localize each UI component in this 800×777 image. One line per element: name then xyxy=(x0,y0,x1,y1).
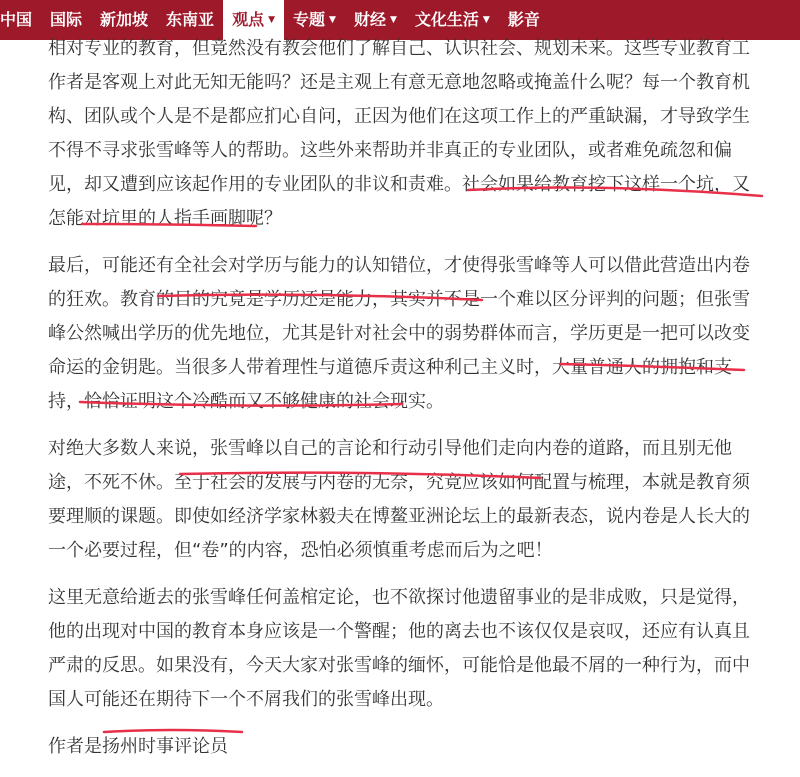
text-line: 怎能对坑里的人指手画脚呢？ xyxy=(48,208,282,229)
article-paragraph xyxy=(48,32,776,236)
text-line: 他的出现对中国的教育本身应该是一个警醒；他的离去也不该仅仅是哀叹，还应有认真且 xyxy=(48,621,750,642)
article-paragraph xyxy=(48,249,776,419)
text-line: 命运的金钥匙。当很多人带着理性与道德斥责这种利己主义时，大量普通人的拥抱和支 xyxy=(48,357,732,378)
article-paragraph xyxy=(48,432,776,568)
nav-item-label: 文化生活 xyxy=(414,10,479,29)
nav-item-label: 影音 xyxy=(507,10,540,29)
text-line: 要理顺的课题。即使如经济学家林毅夫在博鳌亚洲论坛上的最新表态，说内卷是人长大的 xyxy=(48,506,750,527)
nav-item-china[interactable] xyxy=(0,0,41,40)
text-line: 最后，可能还有全社会对学历与能力的认知错位，才使得张雪峰等人可以借此营造出内卷 xyxy=(48,255,750,276)
article-paragraph-author xyxy=(48,730,776,764)
nav-item-label: 中国 xyxy=(0,10,33,29)
nav-item-label: 专题 xyxy=(293,10,326,29)
text-line: 构、团队或个人是不是都应扪心自问，正因为他们在这项工作上的严重缺漏，才导致学生 xyxy=(48,106,750,127)
article-body xyxy=(48,40,776,777)
caret-down-icon: ▼ xyxy=(389,15,397,25)
text-line: 作者是客观上对此无知无能吗？还是主观上有意无意地忽略或掩盖什么呢？每一个教育机 xyxy=(48,72,750,93)
nav-item-label: 新加坡 xyxy=(100,10,149,29)
text-line: 持，恰恰证明这个冷酷而又不够健康的社会现实。 xyxy=(48,391,444,412)
text-line: 不得不寻求张雪峰等人的帮助。这些外来帮助并非真正的专业团队，或者难免疏忽和偏 xyxy=(48,140,732,161)
text-line: 严肃的反思。如果没有，今天大家对张雪峰的缅怀，可能恰是他最不屑的一种行为，而中 xyxy=(48,655,750,676)
author-line: 作者是扬州时事评论员 xyxy=(48,736,228,757)
nav-item-label: 东南亚 xyxy=(166,10,215,29)
text-line: 见，却又遭到应该起作用的专业团队的非议和责难。社会如果给教育挖下这样一个坑，又 xyxy=(48,174,750,195)
caret-down-icon: ▼ xyxy=(268,15,275,25)
text-line: 峰公然喊出学历的优先地位，尤其是针对社会中的弱势群体而言，学历更是一把可以改变 xyxy=(48,323,750,344)
caret-down-icon: ▼ xyxy=(482,15,490,25)
nav-item-label: 观点 xyxy=(232,10,265,29)
nav-item-label: 财经 xyxy=(353,10,386,29)
caret-down-icon: ▼ xyxy=(329,15,336,25)
nav-item-label: 国际 xyxy=(50,10,83,29)
text-line: 相对专业的教育，但竟然没有教会他们了解自己、认识社会、规划未来。这些专业教育工 xyxy=(48,38,750,59)
text-line: 途，不死不休。至于社会的发展与内卷的无奈，究竟应该如何配置与梳理，本就是教育须 xyxy=(48,472,750,493)
text-line: 对绝大多数人来说，张雪峰以自己的言论和行动引导他们走向内卷的道路，而且别无他 xyxy=(48,438,732,459)
text-line: 一个必要过程，但“卷”的内容，恐怕必须慎重考虑而后为之吧！ xyxy=(48,540,553,561)
article-paragraph xyxy=(48,581,776,717)
text-line: 这里无意给逝去的张雪峰任何盖棺定论，也不欲探讨他遗留事业的是非成败，只是觉得， xyxy=(48,587,750,608)
text-line: 国人可能还在期待下一个不屑我们的张雪峰出现。 xyxy=(48,689,444,710)
text-line: 的狂欢。教育的目的究竟是学历还是能力，其实并不是一个难以区分评判的问题；但张雪 xyxy=(48,289,750,310)
